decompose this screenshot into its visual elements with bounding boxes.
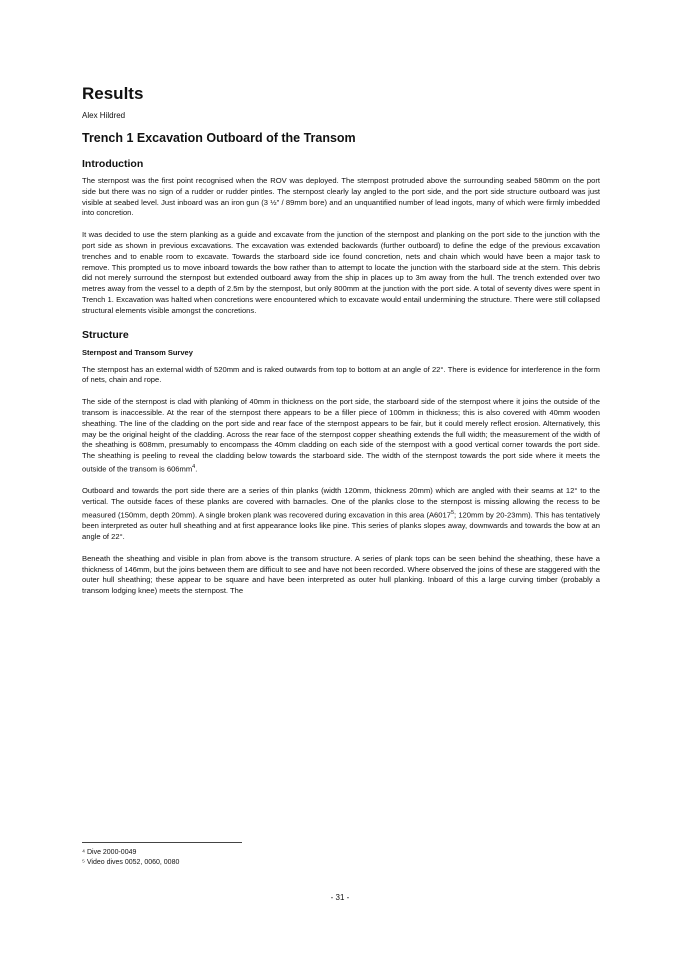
structure-paragraph-3-text: Outboard and towards the port side there are a series of thin planks (width 120mm, thickness 20mm) which are angled with their seams at 12° to the vertical. The outside faces of these planks are covered with barnacles. One of the planks close to the sternpost is missing allowing the recess to be measured (150mm, depth 20mm). A single broken plank was recovered during excavation in this area (A6017	[82, 486, 600, 520]
page-title: Results	[82, 84, 144, 103]
footnote-divider	[82, 842, 242, 843]
structure-paragraph-3-tail: ; 120mm by 20-23mm). This has tentatively been interpreted as outer hull sheathing and at first appearance looks like pine. This series of planks slopes away, downwards and towards the bow at an angle of 22°.	[82, 510, 600, 541]
footnote-4: ⁴ Dive 2000-0049	[82, 849, 137, 856]
footnote-ref-4: 4	[192, 463, 196, 470]
footnote-5: ⁵ Video dives 0052, 0060, 0080	[82, 859, 180, 866]
structure-paragraph-2: The side of the sternpost is clad with planking of 40mm in thickness on the port side, the starboard side of the sternpost where it joins the outside of the transom is inaccessible. At the rear of the sternpost there appears to be a filler piece of 100mm in thickness; this is also covered with 40mm wooden sheathing. The line of the cladding on the port side and rear face of the sternpost appears to be fair, but it could merely reflect erosion. Alternatively, this may be the original height of the cladding. Across the rear face of the sternpost copper sheathing extends the full width; the measurement of the width of the sheathing is 608mm, presumably to encompass the 40mm cladding on each side of the sternpost with a good vertical corner towards the port side. The sheathing is peeling to reveal the cladding below towards the starboard side. The width of the sternpost towards the port side where it meets the outside of the transom is $606mm^4$.	[82, 397, 600, 474]
author-name: Alex Hildred	[82, 111, 126, 120]
structure-paragraph-1: The sternpost has an external width of 520mm and is raked outwards from top to bottom at an angle of 22°. There is evidence for interference in the form of nets, chain and rope.	[82, 364, 600, 385]
footnote-ref-5: 5	[450, 509, 455, 516]
structure-heading: Structure	[82, 328, 129, 341]
introduction-heading: Introduction	[82, 158, 144, 170]
intro-paragraph-1: The sternpost was the first point recognised when the ROV was deployed. The sternpost protruded above the surrounding seabed 580mm on the port side but there was no sign of a rudder or rudder pintles. The sternpost clearly lay angled to the port side, and the port side structure outboard was just visible at seabed level. Just inboard was an iron gun (3 ½" / 89mm bore) and an unquantified number of lead ingots, many of which were firmly imbedded into concretion.	[82, 176, 600, 218]
page-number: - 31 -	[330, 893, 350, 902]
structure-paragraph-4: Beneath the sheathing and visible in plan from above is the transom structure. A series of plank tops can be seen behind the sheathing, these have a thickness of 146mm, but the joins between them are difficult to see and have not been recorded. Where observed the joins of these are staggered with the outer hull sheathing; these appear to be square and have been interpreted as outer hull planking. Inboard of this a large curving timber (probably a transom lodging knee) meets the sternpost. The	[82, 553, 600, 596]
section-title: Trench 1 Excavation Outboard of the Transom	[82, 131, 356, 145]
intro-paragraph-2: It was decided to use the stern planking as a guide and excavate from the junction of the sternpost and planking on the port side to the junction with the port side as shown in previous excavations. The excavation was extended backwards (further outboard) to define the edge of the previous excavation trenches and to enable room to excavate. Towards the starboard side ice found concretion, nets and chain which would have been a major task to remove. This prompted us to move inboard towards the bow rather than to attempt to locate the junction with the starboard side at the stern. This debris did not merely surround the sternpost but extended outboard away from the ship in places up to 3m away from the hull. The trench extended over two metres away from the vessel to a depth of 2.5m by the sternpost, but only 800mm at the junction with the port side. A total of seventy dives were spent in Trench 1. Excavation was halted when concretions were encountered which to excavate would entail undermining the structure. There were still collapsed structural elements visible amongst the concretions.	[82, 230, 600, 315]
structure-paragraph-3	[82, 486, 600, 543]
structure-paragraph-2-text: The side of the sternpost is clad with planking of 40mm in thickness on the port side, the starboard side of the sternpost where it joins the outside of the transom is inaccessible. At the rear of the sternpost there appears to be a filler piece of 100mm in thickness; this is also covered with 40mm wooden sheathing. The line of the cladding on the port side and rear face of the sternpost appears to be fair, but it could merely reflect erosion. Alternatively, this may be the original height of the cladding. Across the rear face of the sternpost copper sheathing extends the full width; the measurement of the width of the sheathing is 608mm, presumably to encompass the 40mm cladding on each side of the sternpost with a good vertical corner towards the port side. The sheathing is peeling to reveal the cladding below towards the starboard side. The width of the sternpost towards the port side where it meets the outside of the transom is 606mm	[82, 397, 600, 474]
survey-subheading: Sternpost and Transom Survey	[82, 347, 193, 357]
document-body	[82, 84, 600, 597]
footnotes	[82, 842, 600, 868]
